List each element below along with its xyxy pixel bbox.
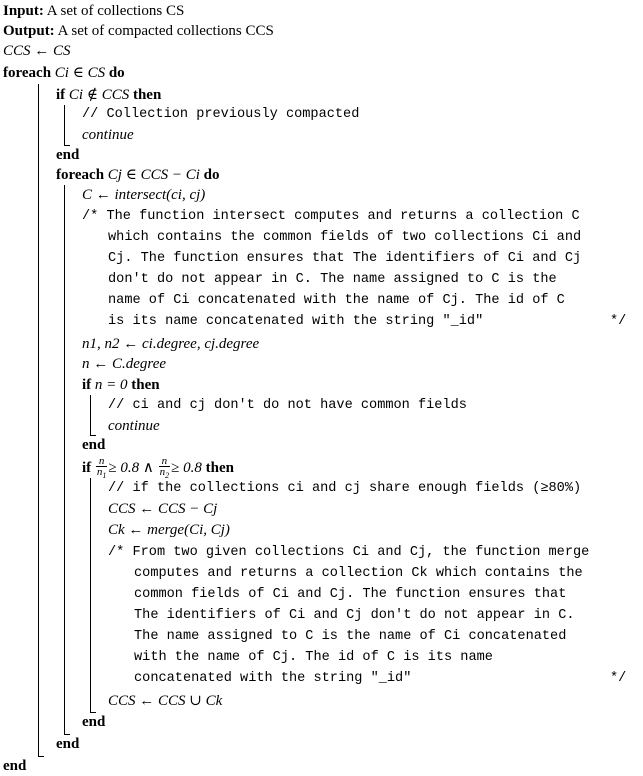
comment1-line: is its name concatenated with the string "_id" <box>108 314 484 329</box>
kw-if: if <box>82 377 92 393</box>
input-line <box>3 1 184 21</box>
comment2-line: The name assigned to C is the name of Ci concatenated <box>134 629 567 644</box>
comment1-line: Cj. The function ensures that The identifiers of Ci and Cj <box>108 251 582 266</box>
if2-cond: n = 0 <box>94 377 128 393</box>
if2-comment: // ci and cj don't do not have common fields <box>108 398 467 413</box>
if1-comment: // Collection previously compacted <box>82 107 360 122</box>
comment2-line: common fields of Ci and Cj. The function ensures that <box>134 587 567 602</box>
comment1-line: name of Ci concatenated with the name of Cj. The id of C <box>108 293 565 308</box>
if2-line <box>82 375 160 395</box>
if3-cond: $\frac{n}{n_1}$ ≥ 0.8 ∧ $\frac{n}{n_2}$ ≥ 0.8 <box>96 455 206 481</box>
comment1-line: which contains the common fields of two collections Ci and <box>108 230 582 245</box>
outer-foreach-line <box>3 63 125 83</box>
fraction-n-n1: $\frac{n}{n_1}$ <box>96 455 107 481</box>
if1-end: end <box>56 147 80 163</box>
kw-foreach: foreach <box>3 65 52 81</box>
assign-n12: n1, n2 ← ci.degree, cj.degree <box>82 336 260 352</box>
comment1-line: /* The function intersect computes and returns a collection C <box>82 209 580 224</box>
comment2-close: */ <box>610 671 627 686</box>
if3-bar <box>90 478 91 712</box>
inner-loop-bar <box>64 185 65 734</box>
output-line <box>3 21 274 41</box>
kw-then: then <box>132 87 162 103</box>
if1-line <box>56 85 161 105</box>
comment2-line: The identifiers of Ci and Cj don't do not appear in C. <box>134 608 575 623</box>
kw-if: if <box>56 87 66 103</box>
output-label: Output: <box>3 23 55 39</box>
kw-then: then <box>205 460 234 477</box>
inner-cond: Cj ∈ CCS − Ci <box>107 167 200 183</box>
init-line: CCS ← CS <box>3 43 71 59</box>
if1-cond: Ci ∉ CCS <box>68 87 130 103</box>
input-text: A set of collections CS <box>46 3 185 19</box>
if3-line <box>82 455 234 481</box>
fraction-n-n2: $\frac{n}{n_2}$ <box>159 455 170 481</box>
if3-end: end <box>82 714 106 730</box>
kw-then: then <box>131 377 160 393</box>
outer-loop-end: end <box>3 758 27 774</box>
if2-bar <box>90 395 91 435</box>
inner-foreach-line <box>56 165 219 185</box>
outer-loop-bar <box>38 84 39 756</box>
outer-loop-foot <box>38 756 44 757</box>
assign-ccs: CCS ← CCS − Cj <box>108 501 218 517</box>
input-label: Input: <box>3 3 44 19</box>
comment1-close: */ <box>610 314 627 329</box>
kw-if: if <box>82 460 92 477</box>
if3-comment: // if the collections ci and cj share enough fields (≥80%) <box>108 481 582 496</box>
kw-do: do <box>108 65 125 81</box>
assign-union: CCS ← CCS ∪ Ck <box>108 693 223 709</box>
outer-cond: Ci ∈ CS <box>54 65 106 81</box>
if1-continue: continue <box>82 127 134 143</box>
if2-continue: continue <box>108 418 160 434</box>
comment2-line: with the name of Cj. The id of C is its name <box>134 650 493 665</box>
kw-do: do <box>203 167 220 183</box>
comment1-line: don't do not appear in C. The name assigned to C is the <box>108 272 557 287</box>
assign-n: n ← C.degree <box>82 356 167 372</box>
if1-bar <box>64 105 65 145</box>
kw-foreach: foreach <box>56 167 105 183</box>
assign-ck: Ck ← merge(Ci, Cj) <box>108 522 230 538</box>
assign-c: C ← intersect(ci, cj) <box>82 187 206 203</box>
if2-end: end <box>82 437 106 453</box>
inner-loop-end: end <box>56 736 80 752</box>
comment2-line: computes and returns a collection Ck which contains the <box>134 566 583 581</box>
comment2-line: concatenated with the string "_id" <box>134 671 412 686</box>
output-text: A set of compacted collections CCS <box>57 23 274 39</box>
comment2-line: /* From two given collections Ci and Cj, the function merge <box>108 545 590 560</box>
